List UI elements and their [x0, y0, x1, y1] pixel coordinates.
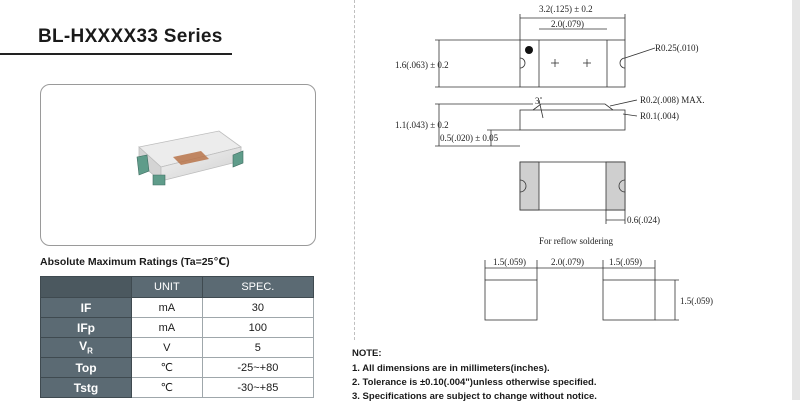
dim-pad-height: 1.5(.059) — [680, 296, 713, 306]
param-cell: Top — [41, 358, 132, 378]
unit-cell: mA — [132, 318, 203, 338]
unit-cell: ℃ — [132, 378, 203, 398]
led-photo-frame — [40, 84, 316, 246]
page-edge-strip — [792, 0, 800, 400]
dim-overall-length: 3.2(.125) ± 0.2 — [539, 4, 593, 14]
dim-radius-max: R0.2(.008) MAX. — [640, 95, 705, 105]
header-spec: SPEC. — [202, 277, 313, 298]
ratings-table — [40, 276, 314, 398]
solder-pad-layout — [485, 257, 713, 320]
spec-cell: -30~+85 — [202, 378, 313, 398]
notes-heading: NOTE: — [352, 348, 382, 359]
header-unit: UNIT — [132, 277, 203, 298]
dim-angle: 3˚ — [535, 96, 543, 106]
dim-pad-right: 1.5(.059) — [609, 257, 642, 267]
param-cell: Tstg — [41, 378, 132, 398]
reflow-caption: For reflow soldering — [539, 236, 613, 246]
dimension-drawing — [355, 0, 792, 345]
param-cell — [41, 338, 132, 358]
param-cell: IFp — [41, 318, 132, 338]
smd-led-illustration — [41, 85, 315, 245]
bottom-view — [520, 162, 660, 246]
dim-height: 1.1(.043) ± 0.2 — [395, 120, 449, 130]
dim-radius-side: R0.1(.004) — [640, 111, 679, 121]
table-row — [41, 378, 314, 398]
note-item: 1. All dimensions are in millimeters(inches). — [352, 363, 550, 374]
header-corner-cell — [41, 277, 132, 298]
ratings-heading: Absolute Maximum Ratings (Ta=25℃) — [40, 256, 230, 268]
series-title: BL-HXXXX33 Series — [38, 26, 223, 47]
side-view — [395, 95, 705, 146]
unit-cell: ℃ — [132, 358, 203, 378]
note-item: 3. Specifications are subject to change without notice. — [352, 391, 597, 402]
top-view — [395, 4, 699, 87]
table-row — [41, 298, 314, 318]
dim-terminal: 0.6(.024) — [627, 215, 660, 225]
param-symbol: V — [79, 339, 88, 354]
solder-pad-right — [603, 280, 655, 320]
spec-cell: 30 — [202, 298, 313, 318]
param-subscript: R — [87, 346, 93, 356]
note-item: 2. Tolerance is ±0.10(.004")unless otherwise specified. — [352, 377, 597, 388]
dim-pad-gap: 2.0(.079) — [551, 257, 584, 267]
dim-body-length: 2.0(.079) — [551, 19, 584, 29]
dim-width: 1.6(.063) ± 0.2 — [395, 60, 449, 70]
table-row — [41, 318, 314, 338]
spec-cell: 5 — [202, 338, 313, 358]
solder-pad-left — [485, 280, 537, 320]
unit-cell: V — [132, 338, 203, 358]
param-cell: IF — [41, 298, 132, 318]
unit-cell: mA — [132, 298, 203, 318]
table-row — [41, 338, 314, 358]
dim-lens-height: 0.5(.020) ± 0.05 — [440, 133, 499, 143]
table-row — [41, 358, 314, 378]
dim-radius-top: R0.25(.010) — [655, 43, 699, 53]
ratings-header-row — [41, 277, 314, 298]
spec-cell: 100 — [202, 318, 313, 338]
title-underline — [0, 53, 232, 55]
dim-pad-left: 1.5(.059) — [493, 257, 526, 267]
spec-cell: -25~+80 — [202, 358, 313, 378]
